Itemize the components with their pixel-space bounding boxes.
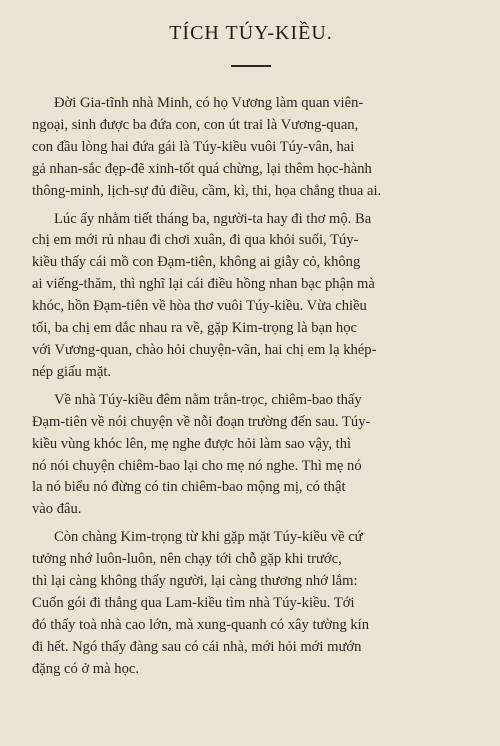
text-line: Cuốn gói đi thẳng qua Lam-kiều tìm nhà Túy-kiều. Tới xyxy=(32,594,355,611)
text-line: thì lại càng không thấy người, lại càng thương nhớ lắm: xyxy=(32,573,358,590)
text-line: vào đâu. xyxy=(32,501,82,518)
text-line: Còn chàng Kim-trọng từ khi gặp mặt Túy-kiều về cứ xyxy=(54,529,363,546)
text-line: gả nhan-sắc đẹp-đẽ xinh-tốt quá chừng, lại thêm học-hành xyxy=(32,160,372,177)
text-line: la nó biểu nó đừng có tin chiêm-bao mộng mị, có thật xyxy=(32,479,346,496)
text-line: Về nhà Túy-kiều đêm nằm trằn-trọc, chiêm-bao thấy xyxy=(54,391,362,408)
text-line: đặng có ở mà học. xyxy=(32,660,140,677)
text-line: ai viếng-thăm, thì nghĩ lại cái điều hồng nhan bạc phận mà xyxy=(32,276,375,293)
text-line: thông-minh, lịch-sự đủ điều, cầm, kì, thi, họa chẳng thua ai. xyxy=(32,182,382,199)
page-title: TÍCH TÚY-KIỀU. xyxy=(169,22,333,44)
text-line: đi hết. Ngó thấy đàng sau có cái nhà, mới hỏi mới mướn xyxy=(32,638,362,655)
text-line: ngoại, sinh được ba đứa con, con út trai là Vương-quan, xyxy=(32,116,359,133)
text-line: đó thấy toà nhà cao lớn, mà xung-quanh có xây tường kín xyxy=(32,616,370,633)
text-line: nép giấu mặt. xyxy=(32,363,112,380)
text-line: Lúc ấy nhằm tiết tháng ba, người-ta hay đi thơ mộ. Ba xyxy=(54,210,372,227)
text-line: nó nói chuyện chiêm-bao lại cho mẹ nó nghe. Thì mẹ nó xyxy=(32,457,362,474)
paragraph-2 xyxy=(32,209,470,384)
text-line: với Vương-quan, chào hỏi chuyện-vãn, hai chị em lạ khép- xyxy=(32,341,377,358)
text-line: Đời Gia-tĩnh nhà Minh, có họ Vương làm quan viên- xyxy=(54,95,364,111)
text-line: Đạm-tiên về nói chuyện về nỗi đoạn trường đến sau. Túy- xyxy=(32,413,371,430)
paragraph-1 xyxy=(32,93,470,203)
text-line: tưởng nhớ luôn-luôn, nên chạy tới chỗ gặp khi trước, xyxy=(32,551,342,568)
text-line: tối, ba chị em dắc nhau ra về, gặp Kim-trọng là bạn học xyxy=(32,320,358,337)
paragraph-3 xyxy=(32,390,470,521)
text-line: kiều vùng khóc lên, mẹ nghe được hỏi làm sao vậy, thì xyxy=(32,435,352,452)
title-divider xyxy=(231,65,271,67)
paragraph-4 xyxy=(32,527,470,680)
text-line: kiều thấy cái mồ con Đạm-tiên, không ai giẫy cỏ, không xyxy=(32,254,361,271)
text-line: con đầu lòng hai đứa gái là Túy-kiều vuôi Túy-vân, hai xyxy=(32,138,355,155)
text-line: khóc, hồn Đạm-tiên về hòa thơ vuôi Túy-kiều. Vừa chiều xyxy=(32,298,367,315)
text-line: chị em mới rủ nhau đi chơi xuân, đi qua khỏi suối, Túy- xyxy=(32,232,359,249)
